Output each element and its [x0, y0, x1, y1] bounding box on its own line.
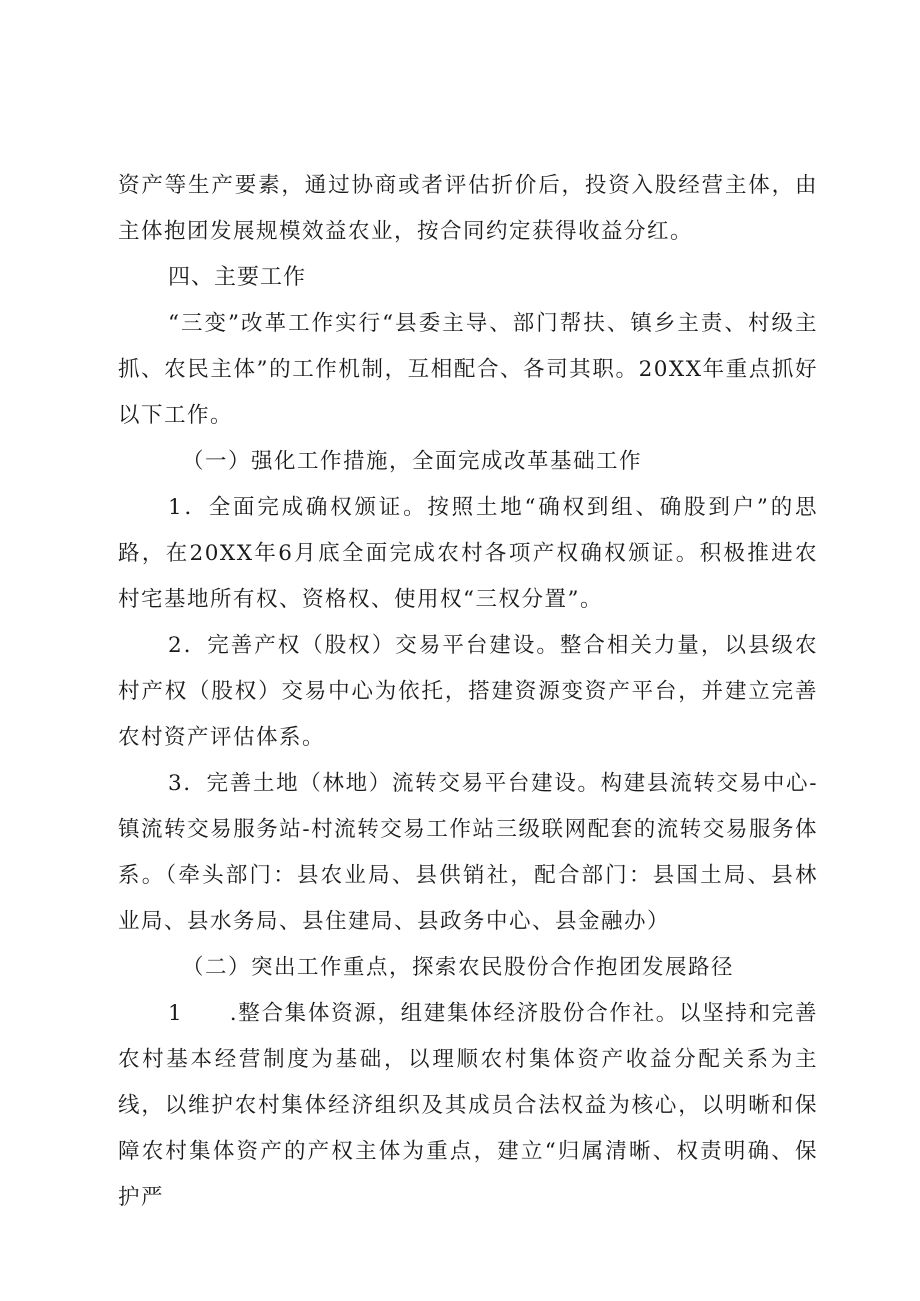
paragraph-item-1: 1．全面完成确权颁证。按照土地“确权到组、确股到户”的思路，在20XX年6月底全面完成农村各项产权确权颁证。积极推进农村宅基地所有权、资格权、使用权“三权分置”。	[118, 495, 818, 612]
paragraph-item-4: 1 .整合集体资源，组建集体经济股份合作社。以坚持和完善农村基本经营制度为基础，以理顺农村集体资产收益分配关系为主线，以维护农村集体经济组织及其成员合法权益为核心，以明晰和保障农村集体资产的产权主体为重点，建立“归属清晰、权责明确、保护严	[118, 1001, 818, 1210]
paragraph-continued: 资产等生产要素，通过协商或者评估折价后，投资入股经营主体，由主体抱团发展规模效益农业，按合同约定获得收益分红。	[118, 173, 818, 244]
paragraph-intro: “三变”改革工作实行“县委主导、部门帮扶、镇乡主责、村级主抓、农民主体”的工作机制，互相配合、各司其职。20XX年重点抓好以下工作。	[118, 311, 818, 428]
subsection-heading-2: （二）突出工作重点，探索农民股份合作抱团发展路径	[182, 955, 735, 980]
paragraph-item-3: 3．完善土地（林地）流转交易平台建设。构建县流转交易中心-镇流转交易服务站-村流转交易工作站三级联网配套的流转交易服务体系。（牵头部门：县农业局、县供销社，配合部门：县国土局、县林业局、县水务局、县住建局、县政务中心、县金融办）	[118, 771, 818, 934]
paragraph-item-2: 2．完善产权（股权）交易平台建设。整合相关力量，以县级农村产权（股权）交易中心为依托，搭建资源变资产平台，并建立完善农村资产评估体系。	[118, 633, 818, 750]
section-heading: 四、主要工作	[168, 265, 307, 290]
document-body	[118, 163, 818, 1221]
subsection-heading-1: （一）强化工作措施，全面完成改革基础工作	[182, 449, 643, 474]
